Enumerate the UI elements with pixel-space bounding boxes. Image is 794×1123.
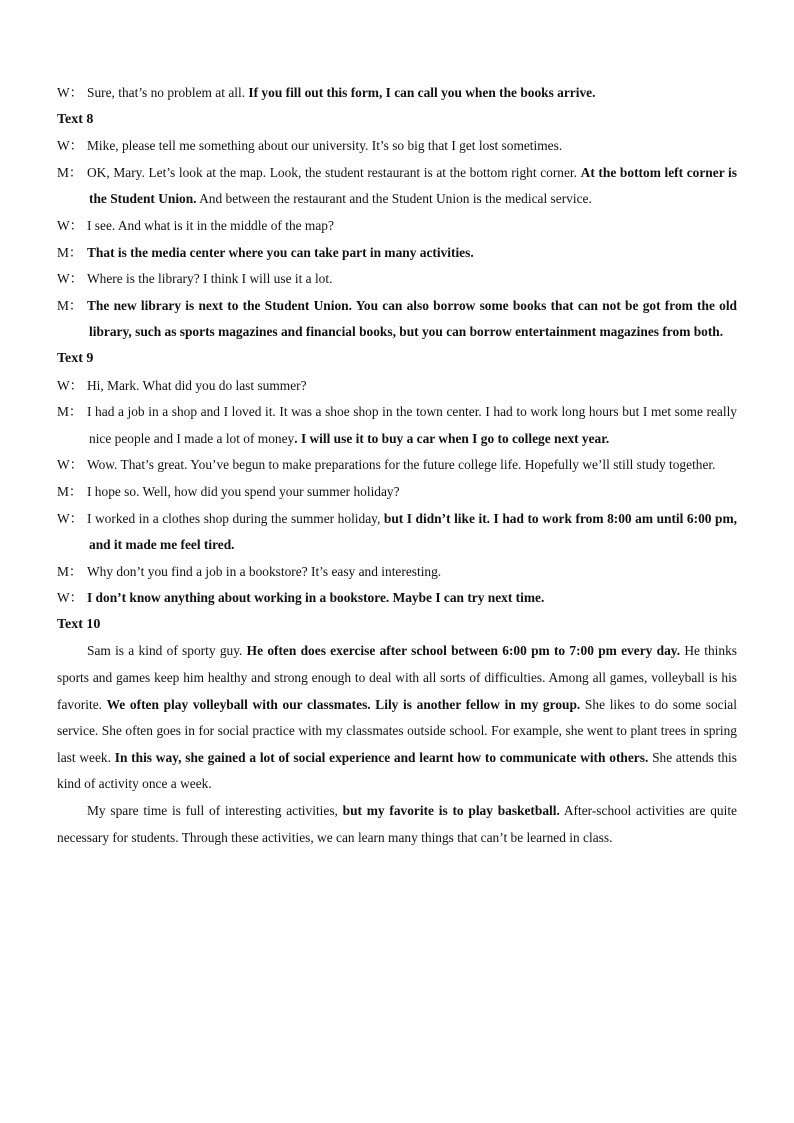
text-segment: Mike, please tell me something about our university. It’s so big that I get lost sometimes. [87,138,563,154]
dialogue-line [57,160,737,213]
text-segment: Sure, that’s no problem at all. [87,85,249,100]
bold-text: We often play volleyball with our classmates. Lily is another fellow in my group. [106,696,581,712]
speaker-label: W： [57,457,84,473]
text-segment: Hi, Mark. What did you do last summer? [87,377,307,393]
text-segment: After-school activities are quite necessary for students. Through these activities, we can learn many things that can’t be learned in class. [57,803,738,845]
text-segment: He thinks sports and games keep him healthy and strong enough to deal with all sorts of difficulties. Among all games, volleyball is his favorite. [57,643,737,712]
bold-text: The new library is next to the Student Union. You can also borrow some books that can not be got from the old library, such as sports magazines and financial books, but you can borrow entertainment magazines from both. [87,297,737,340]
speaker-label: M： [57,563,83,579]
paragraph [57,638,737,798]
speaker-label: M： [57,297,83,313]
text-segment: I worked in a clothes shop during the summer holiday, [87,510,384,526]
section-heading: Text 8 [57,111,94,127]
paragraph [57,798,737,851]
bold-text: but I didn’t like it. I had to work from 8:00 am until 6:00 pm, and it made me feel tired. [89,510,737,553]
speaker-label: M： [57,404,83,420]
text-segment: I see. And what is it in the middle of the map? [87,217,334,233]
speaker-label: W： [57,217,84,233]
speaker-label: W： [57,590,84,606]
bold-text: I don’t know anything about working in a bookstore. Maybe I can try next time. [87,590,545,606]
speaker-label: W： [57,138,84,154]
dialogue-line [57,479,737,506]
section-heading: Text 9 [57,350,94,366]
dialogue-line [57,133,737,160]
dialogue-line [57,399,737,452]
speaker-label: M： [57,244,83,260]
bold-text: That is the media center where you can take part in many activities. [87,244,474,260]
bold-text: In this way, she gained a lot of social experience and learnt how to communicate with others. [114,749,649,765]
text-segment: She attends this kind of activity once a week. [57,749,737,792]
dialogue-line [57,240,737,267]
text-segment: Why don’t you find a job in a bookstore? It’s easy and interesting. [87,563,442,579]
text-segment: I hope so. Well, how did you spend your summer holiday? [87,483,400,499]
text-segment: I had a job in a shop and I loved it. It was a shoe shop in the town center. I had to work long hours but I met some really nice people and I made a lot of money [87,404,737,446]
speaker-label: M： [57,483,83,499]
dialogue-line [57,213,737,240]
bold-text: . I will use it to buy a car when I go to college next year. [294,430,610,446]
dialogue-line [57,293,737,346]
document-page [57,80,737,851]
speaker-label: W： [57,510,84,526]
dialogue-line [57,559,737,586]
speaker-label: M： [57,164,83,180]
text-segment: And between the restaurant and the Student Union is the medical service. [196,191,592,207]
text-segment: My spare time is full of interesting activities, [87,803,343,819]
bold-text: He often does exercise after school between 6:00 pm to 7:00 pm every day. [246,643,681,659]
dialogue-line [57,452,737,479]
dialogue-line [57,80,737,107]
dialogue-line [57,373,737,400]
text-segment: She likes to do some social service. She often goes in for social practice with my classmates outside school. For example, she went to plant trees in spring last week. [57,696,737,765]
text-segment: OK, Mary. Let’s look at the map. Look, the student restaurant is at the bottom right corner. [87,164,581,180]
bold-text: If you fill out this form, I can call you when the books arrive. [248,85,596,100]
dialogue-line [57,506,737,559]
speaker-label: W： [57,85,84,100]
section-heading: Text 10 [57,616,101,632]
bold-text: but my favorite is to play basketball. [342,803,560,819]
dialogue-line [57,585,737,612]
text-segment: Sam is a kind of sporty guy. [87,643,247,659]
bold-text: At the bottom left corner is the Student Union. [89,164,737,207]
speaker-label: W： [57,377,84,393]
text-segment: Where is the library? I think I will use it a lot. [87,271,333,287]
dialogue-line [57,266,737,293]
speaker-label: W： [57,271,84,287]
text-segment: Wow. That’s great. You’ve begun to make preparations for the future college life. Hopefully we’ll still study together. [87,457,716,473]
